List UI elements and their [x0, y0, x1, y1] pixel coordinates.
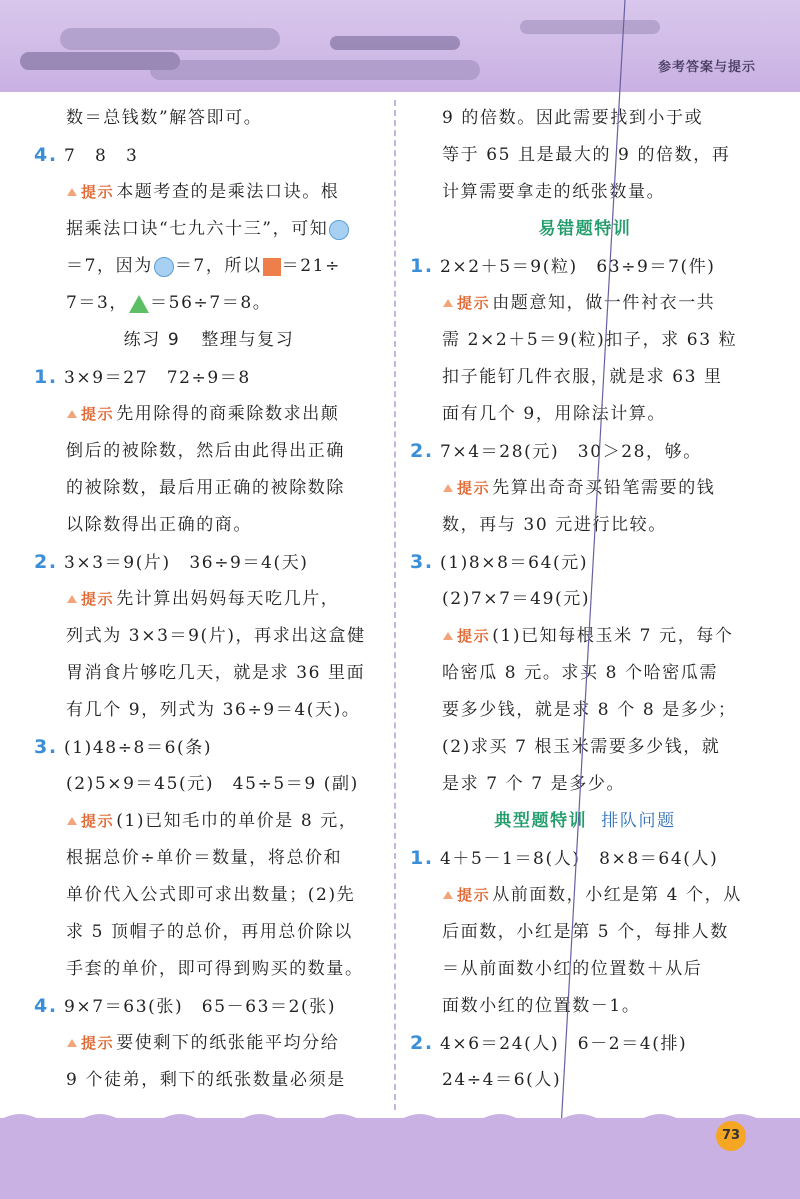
hint-icon: [66, 582, 78, 594]
hint-label: 提示: [81, 183, 115, 201]
question-number: 2.: [410, 440, 434, 462]
question-number: 1.: [410, 255, 434, 277]
hint-text: 后面数，小红是第 5 个，每排人数: [442, 922, 729, 942]
hint-text: ＝7，因为: [66, 256, 153, 276]
hint-icon: [66, 804, 78, 816]
hint-label: 提示: [457, 294, 491, 312]
answer-text: (2)5×9＝45(元) 45÷5＝9 (副): [66, 774, 359, 794]
hint-text: 倒后的被除数，然后由此得出正确: [66, 441, 345, 461]
triangle-shape-icon: [129, 295, 149, 313]
hint-text: 从前面数，小红是第 4 个，从: [492, 885, 742, 905]
question-number: 2.: [410, 1032, 434, 1054]
hint-label: 提示: [457, 886, 491, 904]
section-title: [34, 322, 384, 359]
question-number: 3.: [410, 551, 434, 573]
answer-text: 7 8 3: [64, 146, 139, 166]
hint-text: 本题考查的是乘法口诀。根: [116, 182, 340, 202]
hint-icon: [66, 1026, 78, 1038]
answer-text: (2)7×7＝49(元): [442, 589, 591, 609]
hint-text: 根据总价÷单价＝数量，将总价和: [66, 848, 343, 868]
column-divider: [394, 100, 396, 1110]
section-label: 练习 9: [123, 330, 181, 350]
hint-text: 胃消食片够吃几天，就是求 36 里面: [66, 663, 366, 683]
text-line: 数＝总钱数”解答即可。: [66, 108, 263, 128]
hint-text: 要使剩下的纸张能平均分给: [116, 1033, 340, 1053]
left-column: [34, 100, 384, 1099]
hint-label: 提示: [457, 627, 491, 645]
section-label: 典型题特训: [494, 811, 588, 831]
answer-text: 3×3＝9(片) 36÷9＝4(天): [64, 553, 309, 573]
hint-text: 是求 7 个 7 是多少。: [442, 774, 626, 794]
answer-text: (1)8×8＝64(元): [440, 553, 589, 573]
header-cloud-decoration: [520, 20, 660, 34]
hint-text: ＝21÷: [281, 256, 341, 276]
hint-text: 先算出奇奇买铅笔需要的钱: [492, 478, 716, 498]
hint-text: 单价代入公式即可求出数量；(2)先: [66, 885, 356, 905]
hint-text: 的被除数，最后用正确的被除数除: [66, 478, 345, 498]
right-column: [410, 100, 760, 1099]
hint-text: 面数小红的位置数－1。: [442, 996, 641, 1016]
section-title: [410, 803, 760, 840]
hint-label: 提示: [81, 590, 115, 608]
hint-text: 数，再与 30 元进行比较。: [442, 515, 667, 535]
hint-text: 要多少钱，就是求 8 个 8 是多少；: [442, 700, 737, 720]
hint-text: 以除数得出正确的商。: [66, 515, 252, 535]
hint-label: 提示: [81, 405, 115, 423]
hint-text: 有几个 9，列式为 36÷9＝4(天)。: [66, 700, 361, 720]
circle-shape-icon: [154, 257, 174, 277]
question-number: 1.: [410, 847, 434, 869]
answer-text: 7×4＝28(元) 30＞28，够。: [440, 442, 702, 462]
section-title: 易错题特训: [538, 219, 632, 239]
answer-text: 24÷4＝6(人): [442, 1070, 562, 1090]
question-number: 1.: [34, 366, 58, 388]
hint-icon: [442, 878, 454, 890]
hint-text: (2)求买 7 根玉米需要多少钱，就: [442, 737, 721, 757]
hint-label: 提示: [81, 812, 115, 830]
answer-text: 3×9＝27 72÷9＝8: [64, 368, 251, 388]
hint-text: (1)已知毛巾的单价是 8 元，: [116, 811, 358, 831]
square-shape-icon: [263, 258, 281, 276]
answer-text: 4×6＝24(人) 6－2＝4(排): [440, 1034, 688, 1054]
question-number: 4.: [34, 144, 58, 166]
hint-icon: [442, 619, 454, 631]
hint-text: (1)已知每根玉米 7 元，每个: [492, 626, 734, 646]
hint-text: 需 2×2＋5＝9(粒)扣子，求 63 粒: [442, 330, 738, 350]
hint-text: ＝7，所以: [174, 256, 262, 276]
page-footer: [0, 1118, 800, 1199]
answer-text: 9×7＝63(张) 65－63＝2(张): [64, 997, 337, 1017]
answer-text: 4＋5－1＝8(人) 8×8＝64(人): [440, 849, 719, 869]
hint-text: 7＝3，: [66, 293, 129, 313]
text-line: 9 的倍数。因此需要找到小于或: [442, 108, 704, 128]
question-number: 2.: [34, 551, 58, 573]
header-cloud-decoration: [330, 36, 460, 50]
hint-text: 9 个徒弟，剩下的纸张数量必须是: [66, 1070, 346, 1090]
question-number: 3.: [34, 736, 58, 758]
hint-label: 提示: [81, 1034, 115, 1052]
hint-text: 列式为 3×3＝9(片)，再求出这盒健: [66, 626, 366, 646]
hint-text: 手套的单价，即可得到购买的数量。: [66, 959, 364, 979]
circle-shape-icon: [329, 220, 349, 240]
hint-text: 据乘法口诀“七九六十三”，可知: [66, 219, 329, 239]
hint-icon: [66, 175, 78, 187]
section-subtitle: 排队问题: [601, 811, 676, 831]
hint-icon: [442, 471, 454, 483]
hint-label: 提示: [457, 479, 491, 497]
hint-text: ＝从前面数小红的位置数＋从后: [442, 959, 703, 979]
hint-text: 求 5 顶帽子的总价，再用总价除以: [66, 922, 353, 942]
text-line: 等于 65 且是最大的 9 的倍数，再: [442, 145, 731, 165]
header-cloud-decoration: [60, 28, 280, 50]
hint-text: 扣子能钉几件衣服，就是求 63 里: [442, 367, 723, 387]
hint-text: ＝56÷7＝8。: [150, 293, 272, 313]
hint-text: 由题意知，做一件衬衣一共: [492, 293, 716, 313]
section-subtitle: 整理与复习: [201, 330, 295, 350]
text-line: 计算需要拿走的纸张数量。: [442, 182, 666, 202]
header-cloud-decoration: [150, 60, 480, 80]
hint-text: 哈密瓜 8 元。求买 8 个哈密瓜需: [442, 663, 719, 683]
hint-text: 先用除得的商乘除数求出颠: [116, 404, 340, 424]
page-number: 73: [716, 1121, 746, 1151]
question-number: 4.: [34, 995, 58, 1017]
answer-text: (1)48÷8＝6(条): [64, 738, 213, 758]
hint-text: 面有几个 9，用除法计算。: [442, 404, 667, 424]
hint-text: 先计算出妈妈每天吃几片，: [116, 589, 340, 609]
hint-icon: [66, 397, 78, 409]
answer-text: 2×2＋5＝9(粒) 63÷9＝7(件): [440, 257, 716, 277]
page-header: [0, 0, 800, 92]
header-title: 参考答案与提示: [657, 60, 756, 75]
hint-icon: [442, 286, 454, 298]
